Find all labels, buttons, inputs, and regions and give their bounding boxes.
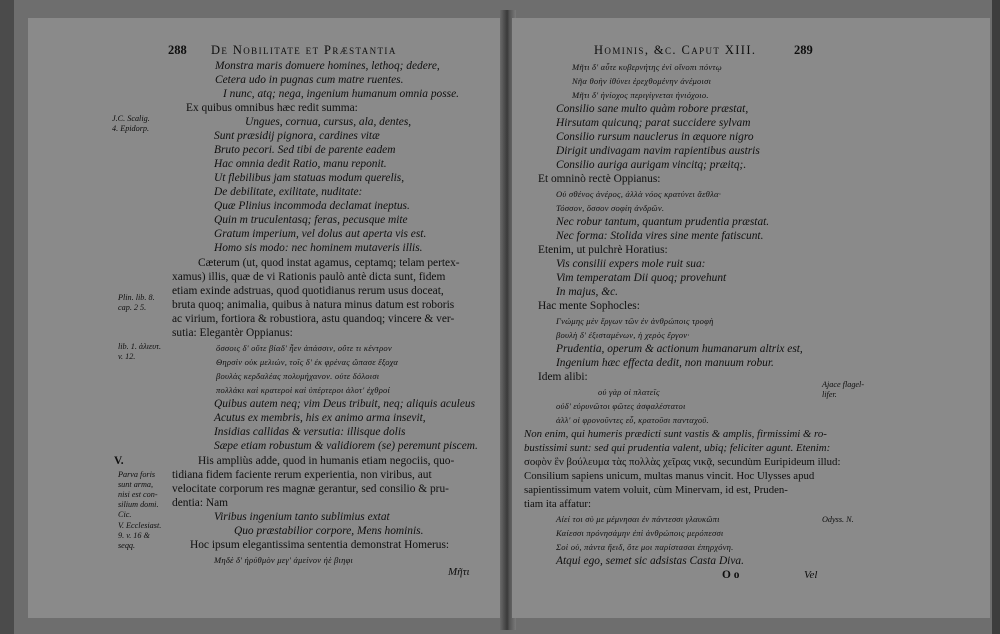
text-line: sapientissimum vatem voluit, cùm Minervam, id est, Pruden- xyxy=(524,484,788,496)
text-line: Viribus ingenium tanto sublimius extat xyxy=(214,511,390,523)
greek-line: Γνώμης μὲν ἔργων τῶν ἐν ἀνθρώποις τροφὴ xyxy=(556,316,714,326)
greek-line: οὐ γὰρ οἱ πλατεῖς xyxy=(598,387,660,397)
text-line: xamus) illis, quæ de vi Rationis paulò antè dicta sunt, fidem xyxy=(172,271,446,283)
text-line: Ungues, cornua, cursus, ala, dentes, xyxy=(245,116,412,128)
greek-line: Οὐ σθένος ἀνέρος, ἀλλὰ νόος κρατύνει ἄεθλα· xyxy=(556,189,722,199)
text-line: Prudentia, operum & actionum humanarum altrix est, xyxy=(556,343,803,355)
side-note: Ajace flagel- xyxy=(822,380,865,389)
side-note: v. 12. xyxy=(118,352,136,361)
text-line: Hirsutam quicunq; parat succidere sylvam xyxy=(556,117,751,129)
text-line: Bruto pecori. Sed tibi de parente eadem xyxy=(214,144,396,156)
greek-line: οὐδ' εὐρυνῶτοι φῶτες ἀσφαλέστατοι xyxy=(556,401,686,411)
text-line: Vis consilii expers mole ruit sua: xyxy=(556,258,706,270)
text-line: Homo sis modo: nec hominem mutaveris illis. xyxy=(214,242,423,254)
side-note: lifer. xyxy=(822,390,837,399)
greek-line: Μηδὲ δ' ἠρύθμὸν μεγ' ἀμείνον ἠὲ βιηφι xyxy=(214,555,354,565)
text-line: bruta quoq; animalia, quibus à natura minus datum est roboris xyxy=(172,299,455,311)
text-line: etiam exinde adstruas, quod quotidianus rerum usus doceat, xyxy=(172,285,444,297)
left-edge-shadow xyxy=(0,0,14,634)
text-line: Quibus autem neq; vim Deus tribuit, neq; aliquis aculeus xyxy=(214,398,476,410)
side-note: 9. v. 16 & xyxy=(118,531,150,540)
text-line: Acutus ex membris, his ex animo arma insevit, xyxy=(214,412,426,424)
greek-line: Μῆτι δ' ἡνίοχος περιγίγνεται ἡνιόχοιο. xyxy=(572,90,709,100)
greek-line: Νῆα θοὴν ἰθύνει ἐρεχθομένην ἀνέμοισι xyxy=(572,76,712,86)
text-line: tidiana fidem faciente rerum experientia, non viribus, aut xyxy=(172,469,432,481)
text-line: Quin m truculentasq; feras, pecusque mite xyxy=(214,214,408,226)
side-note: Plin. lib. 8. xyxy=(118,293,155,302)
text-line: De debilitate, exilitate, nuditate: xyxy=(214,186,363,198)
text-line: tiam ita affatur: xyxy=(524,498,591,510)
section-mark: V. xyxy=(114,455,124,467)
side-note: silium domi. xyxy=(118,500,159,509)
side-note: Odyss. N. xyxy=(822,515,854,524)
text-line: Et omninò rectè Oppianus: xyxy=(538,173,661,185)
text-line: sutia: Elegantèr Oppianus: xyxy=(172,327,293,339)
side-note: cap. 2 5. xyxy=(118,303,147,312)
text-line: Sunt præsidij pignora, cardines vitæ xyxy=(214,130,380,142)
text-line: Quæ Plinius incommoda declamat ineptus. xyxy=(214,200,410,212)
greek-line: ἀλλ' οἱ φρονοῦντες εὖ, κρατοῦσι πανταχοῦ. xyxy=(556,415,709,425)
text-line: Gratum imperium, vel dolus aut aperta vis est. xyxy=(214,228,427,240)
greek-line: Τόσσον, ὅσσον σοφίη ἀνδρῶν. xyxy=(556,203,665,213)
side-note: lib. 1. ἀλιευτ. xyxy=(118,342,162,351)
right-page xyxy=(512,18,990,618)
greek-line: Σοὶ οὐ, πάντα ἤειδ, ὅτε μοι παρίστασαι ἐπηρχόνη. xyxy=(556,542,734,552)
page-number-left: 288 xyxy=(168,43,187,57)
text-line: dentia: Nam xyxy=(172,497,228,509)
side-note: Cic. xyxy=(118,510,132,519)
text-line: Consilium sapiens unicum, multas manus vincit. Hoc Ulysses apud xyxy=(524,470,815,482)
running-head-left: De Nobilitate et Præstantia xyxy=(211,43,397,57)
greek-line: βουλὴ δ' ἐξισταμένων, ἡ χερὸς ἔργον· xyxy=(556,330,690,340)
right-edge-shadow xyxy=(992,0,1000,634)
greek-line: Καίεσσι πρόνησάμην ἐπὶ ἀνθρώποις μερόπεσσι xyxy=(556,528,724,538)
greek-line: Αἰεί τοι σὺ με μέμνησαι ἐν πάντεσσι γλαυκῶπι xyxy=(556,514,720,524)
text-line: Etenim, ut pulchrè Horatius: xyxy=(538,244,668,256)
text-line: velocitate corporum res magnæ gerantur, sed consilio & pru- xyxy=(172,483,449,495)
text-line: Cetera udo in pugnas cum matre ruentes. xyxy=(215,74,404,86)
page-number-right: 289 xyxy=(794,43,813,57)
text-line: σοφὸν ἓν βούλευμα τὰς πολλὰς χεῖρας νικᾷ, secundùm Euripideum illud: xyxy=(524,456,841,468)
text-line: Idem alibi: xyxy=(538,371,588,383)
text-line: Nec forma: Stolida vires sine mente fatiscunt. xyxy=(556,230,764,242)
text-line: Cæterum (ut, quod instat agamus, ceptamq; telam pertex- xyxy=(198,257,460,269)
text-line: Monstra maris domuere homines, lethoq; dedere, xyxy=(215,60,440,72)
signature-mark: O o xyxy=(722,569,740,581)
greek-line: ὅσσοις δ' οὔτε βίαδ' ἦεν ἀπάσσιν, οὔτε τι κέντρον xyxy=(216,343,392,353)
text-line: ac virium, fortiora & robustiora, astu quandoq; vincere & ver- xyxy=(172,313,455,325)
catchword-right: Vel xyxy=(804,569,818,581)
text-line: Atqui ego, semet sic adsistas Casta Diva. xyxy=(556,555,744,567)
text-line: Ingenium hæc effecta dedit, non manuum robur. xyxy=(556,357,774,369)
text-line: Hac omnia dedit Ratio, manu reponit. xyxy=(214,158,387,170)
side-note: Parva foris xyxy=(118,470,156,479)
side-note: sunt arma, xyxy=(118,480,154,489)
text-line: Ex quibus omnibus hæc redit summa: xyxy=(186,102,358,114)
text-line: Ut flebilibus jam statuas modum querelis, xyxy=(214,172,405,184)
text-line: Consilio auriga aurigam vincitq; præitq;. xyxy=(556,159,747,171)
side-note: nisi est con- xyxy=(118,490,158,499)
catchword-left: Μῆτι xyxy=(448,566,470,578)
side-note: J.C. Scalig. xyxy=(112,114,150,123)
greek-line: βουλὰς κερδαλέας πολυμήχανον. οὐτε δόλοισι xyxy=(216,371,380,381)
text-line: Nec robur tantum, quantum prudentia præstat. xyxy=(556,216,770,228)
running-head-right: Hominis, &c. Caput XIII. xyxy=(594,43,757,57)
text-line: bustissimi sunt: sed qui prudentia valent, ubiq; feliciter agunt. Etenim: xyxy=(524,442,831,454)
side-note: V. Ecclesiast. xyxy=(118,521,162,530)
text-line: His ampliùs adde, quod in humanis etiam negociis, quo- xyxy=(198,455,455,467)
greek-line: Μῆτι δ' αὖτε κυβερνήτης ἐνὶ οἴνοπι πόντῳ xyxy=(572,62,722,72)
greek-line: Θηρσὶν οὐκ μελιών, τοῖς δ' ἐκ φρένας ὤπασε ἔξοχα xyxy=(216,357,399,367)
greek-line: πολλάκι καὶ κρατεροὶ καὶ ὑπέρτεροι ἀλοτ' ἐχθροί xyxy=(216,385,391,395)
text-line: Vim temperatam Dii quoq; provehunt xyxy=(556,272,727,284)
text-line: Insidias callidas & versutia: illisque dolis xyxy=(214,426,406,438)
text-line: Consilio sane multo quàm robore præstat, xyxy=(556,103,749,115)
text-line: In majus, &c. xyxy=(556,286,619,298)
text-line: Quo præstabilior corpore, Mens hominis. xyxy=(234,525,424,537)
text-line: Hoc ipsum elegantissima sententia demonstrat Homerus: xyxy=(190,539,450,551)
side-note: seqq. xyxy=(118,541,136,550)
text-line: Non enim, qui humeris prædicti sunt vastis & amplis, firmissimi & ro- xyxy=(524,428,827,440)
left-page xyxy=(28,18,504,618)
side-note: 4. Epidorp. xyxy=(112,124,150,133)
text-line: Sæpe etiam robustum & validiorem (se) peremunt piscem. xyxy=(214,440,478,452)
text-line: Dirigit undivagam navim rapientibus austris xyxy=(556,145,760,157)
text-line: Hac mente Sophocles: xyxy=(538,300,640,312)
text-line: I nunc, atq; nega, ingenium humanum omnia posse. xyxy=(223,88,460,100)
text-line: Consilio rursum nauclerus in æquore nigro xyxy=(556,131,754,143)
